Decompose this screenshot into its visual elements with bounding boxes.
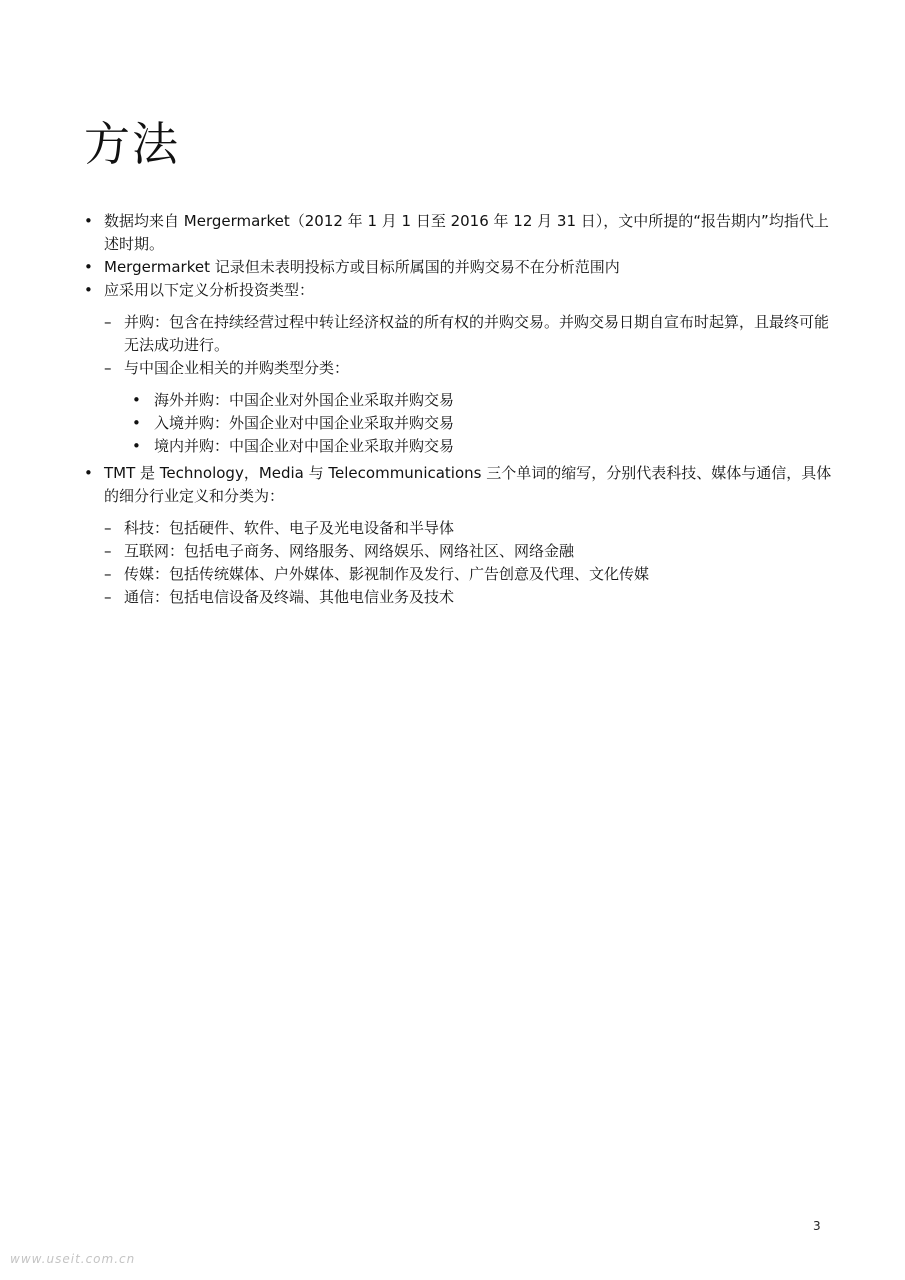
- bullet-icon: •: [84, 258, 93, 276]
- sub-sub-item-text: 入境并购：外国企业对中国企业采取并购交易: [154, 414, 455, 432]
- sub-item-text: 通信：包括电信设备及终端、其他电信业务及技术: [124, 588, 455, 606]
- sub-item-text: 互联网：包括电子商务、网络服务、网络娱乐、网络社区、网络金融: [124, 542, 575, 560]
- sub-item-mna-definition: [80, 311, 840, 357]
- dash-icon: –: [104, 565, 112, 583]
- dash-icon: –: [104, 542, 112, 560]
- bullet-icon: •: [132, 414, 141, 432]
- sub-item-text: 传媒：包括传统媒体、户外媒体、影视制作及发行、广告创意及代理、文化传媒: [124, 565, 650, 583]
- watermark: www.useit.com.cn: [10, 1252, 136, 1266]
- page-title: 方法: [84, 117, 180, 171]
- list-item-text: Mergermarket 记录但未表明投标方或目标所属国的并购交易不在分析范围内: [104, 258, 620, 276]
- list-item-tmt-definition: [80, 462, 840, 508]
- sub-sub-item-text: 境内并购：中国企业对中国企业采取并购交易: [154, 437, 455, 455]
- sub-sub-item-text: 海外并购：中国企业对外国企业采取并购交易: [154, 391, 455, 409]
- sub-item-text: 与中国企业相关的并购类型分类：: [124, 359, 350, 377]
- sub-item-mna-classification: [80, 357, 840, 380]
- sub-sub-item-domestic: [80, 435, 840, 458]
- dash-icon: –: [104, 588, 112, 606]
- page-number: 3: [813, 1219, 821, 1233]
- list-item-data-source: [80, 210, 840, 256]
- bullet-icon: •: [132, 391, 141, 409]
- mna-classification-sublist: [80, 389, 840, 458]
- sub-item-media: [80, 563, 840, 586]
- bullet-icon: •: [84, 212, 93, 230]
- bullet-icon: •: [84, 464, 93, 482]
- dash-icon: –: [104, 313, 112, 331]
- list-item-text: 应采用以下定义分析投资类型：: [104, 281, 315, 299]
- sub-item-text: 科技：包括硬件、软件、电子及光电设备和半导体: [124, 519, 455, 537]
- sub-item-telecom: [80, 586, 840, 609]
- list-item-investment-types: [80, 279, 840, 302]
- sub-item-internet: [80, 540, 840, 563]
- methodology-list: [80, 210, 840, 613]
- investment-types-sublist: [80, 311, 840, 458]
- bullet-icon: •: [132, 437, 141, 455]
- sub-sub-item-outbound: [80, 389, 840, 412]
- dash-icon: –: [104, 359, 112, 377]
- sub-item-text: 并购：包含在持续经营过程中转让经济权益的所有权的并购交易。并购交易日期自宣布时起算，且最终可能无法成功进行。: [124, 313, 830, 354]
- bullet-icon: •: [84, 281, 93, 299]
- sub-sub-item-inbound: [80, 412, 840, 435]
- dash-icon: –: [104, 519, 112, 537]
- sub-item-technology: [80, 517, 840, 540]
- tmt-sublist: [80, 517, 840, 609]
- list-item-text: 数据均来自 Mergermarket（2012 年 1 月 1 日至 2016 年 12 月 31 日），文中所提的“报告期内”均指代上述时期。: [104, 212, 829, 253]
- list-item-exclusion: [80, 256, 840, 279]
- list-item-text: TMT 是 Technology，Media 与 Telecommunications 三个单词的缩写，分别代表科技、媒体与通信，具体的细分行业定义和分类为：: [104, 464, 832, 505]
